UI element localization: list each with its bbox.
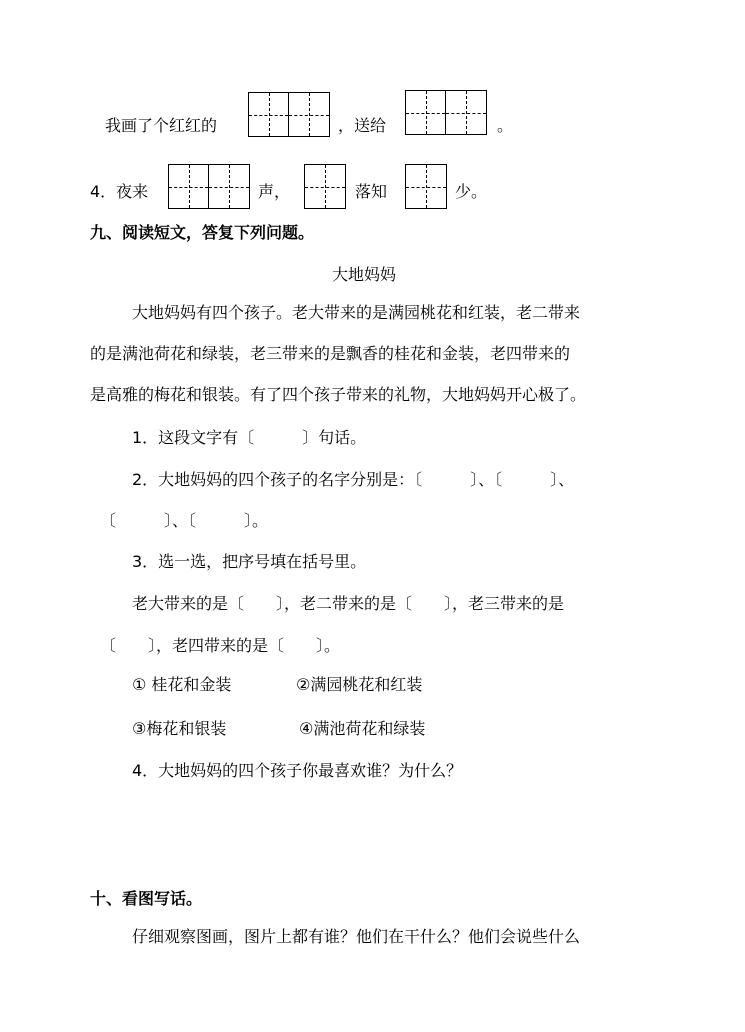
writing-grid-cell[interactable] [209, 165, 249, 208]
question-1: 1．这段文字有〔 〕句话。 [132, 428, 367, 447]
writing-grid-cell[interactable] [406, 165, 446, 208]
passage-title: 大地妈妈 [332, 265, 397, 284]
section-9-heading: 九、阅读短文，答复下列问题。 [90, 223, 315, 242]
question-3-line-2: 〔 〕，老四带来的是〔 〕。 [100, 636, 341, 655]
writing-grid-cell[interactable] [169, 165, 209, 208]
section-10-text: 仔细观察图画，图片上都有谁？他们在干什么？他们会说些什么 [132, 927, 581, 946]
writing-grid-red[interactable] [248, 92, 330, 137]
option-1: ① 桂花和金装 [132, 675, 232, 694]
passage-line-1: 大地妈妈有四个孩子。老大带来的是满园桃花和红装，老二带来 [132, 303, 581, 322]
passage-line-2: 的是满池荷花和绿装，老三带来的是飘香的桂花和金装，老四带来的 [90, 344, 571, 363]
writing-grid-night[interactable] [168, 164, 250, 209]
fill-line-a-text-3: 。 [497, 116, 514, 135]
writing-grid-flower[interactable] [405, 164, 447, 209]
passage-line-3: 是高雅的梅花和银装。有了四个孩子带来的礼物，大地妈妈开心极了。 [90, 385, 587, 404]
question-4: 4．大地妈妈的四个孩子你最喜欢谁？为什么？ [132, 761, 463, 780]
fill-line-b-text-1: 4．夜来 [90, 182, 149, 201]
question-2-line-2: 〔 〕、〔 〕。 [100, 511, 269, 530]
fill-line-b-text-3: 落知 [355, 182, 388, 201]
writing-grid-cell[interactable] [289, 93, 329, 136]
writing-grid-cell[interactable] [249, 93, 289, 136]
fill-line-b-text-2: 声， [258, 182, 291, 201]
option-2: ②满园桃花和红装 [296, 675, 423, 694]
option-4: ④满池荷花和绿装 [299, 719, 426, 738]
question-3-line-1: 老大带来的是〔 〕，老二带来的是〔 〕，老三带来的是 [132, 594, 565, 613]
question-3: 3．选一选，把序号填在括号里。 [132, 552, 367, 571]
writing-grid-give[interactable] [405, 90, 487, 135]
writing-grid-cell[interactable] [305, 165, 345, 208]
option-3: ③梅花和银装 [132, 719, 227, 738]
section-10-heading: 十、看图写话。 [90, 889, 203, 908]
question-2-line-1: 2．大地妈妈的四个孩子的名字分别是：〔 〕、〔 〕、 [132, 470, 575, 489]
writing-grid-wind[interactable] [304, 164, 346, 209]
writing-grid-cell[interactable] [406, 91, 446, 134]
writing-grid-cell[interactable] [446, 91, 486, 134]
fill-line-a-text-2: ，送给 [338, 116, 387, 135]
fill-line-b-text-4: 少。 [455, 182, 488, 201]
fill-line-a-text-1: 我画了个红红的 [105, 116, 218, 135]
